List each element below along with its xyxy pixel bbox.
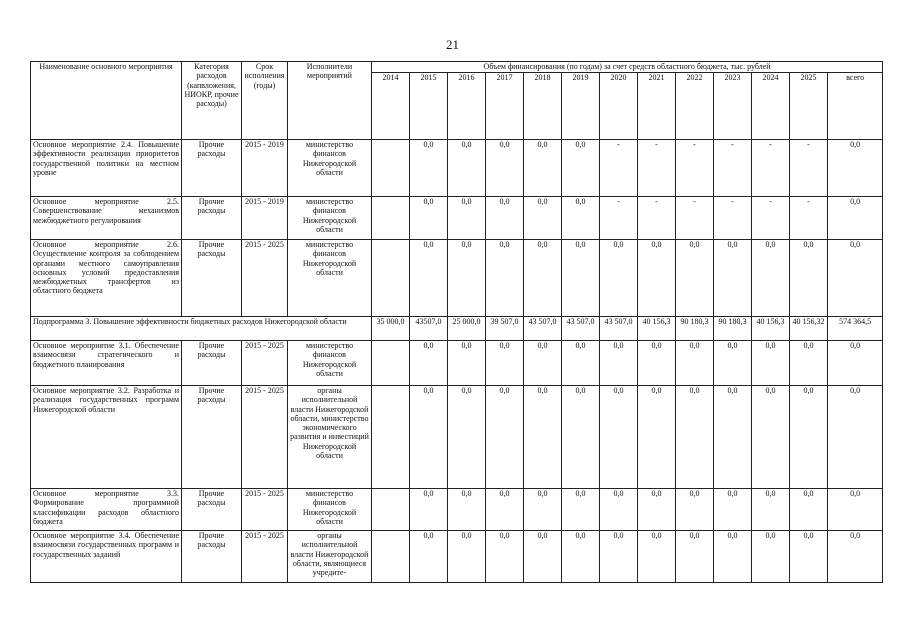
- value-cell: 0,0: [790, 386, 828, 489]
- executor-cell: министерство финансов Нижегородской области: [288, 240, 372, 317]
- col-name-header: Наименование основного мероприятия: [31, 62, 182, 140]
- value-cell: 0,0: [828, 386, 883, 489]
- year-header-cell: 2022: [676, 73, 714, 140]
- value-cell: 0,0: [486, 240, 524, 317]
- value-cell: 0,0: [486, 197, 524, 240]
- executor-cell: министерство финансов Нижегородской области: [288, 489, 372, 531]
- value-cell: 0,0: [600, 341, 638, 386]
- activity-name-cell: Основное мероприятие 3.1. Обеспечение взаимосвязи стратегического и бюджетного планирования: [31, 341, 182, 386]
- year-header-cell: 2023: [714, 73, 752, 140]
- category-cell: Прочие расходы: [182, 386, 242, 489]
- activity-name-cell: Основное мероприятие 2.6. Осуществление контроля за соблюдением органами местного самоуправления основных условий предоставления межбюджетных трансфертов из областного бюджета: [31, 240, 182, 317]
- year-header-cell: 2024: [752, 73, 790, 140]
- value-cell: 0,0: [524, 197, 562, 240]
- value-cell: 0,0: [410, 197, 448, 240]
- value-cell: 0,0: [638, 240, 676, 317]
- value-cell: 0,0: [410, 240, 448, 317]
- value-cell: 0,0: [524, 240, 562, 317]
- value-cell: 0,0: [676, 341, 714, 386]
- value-cell: 0,0: [600, 386, 638, 489]
- year-header-cell: 2016: [448, 73, 486, 140]
- value-cell: 0,0: [676, 240, 714, 317]
- value-cell: 0,0: [638, 341, 676, 386]
- value-cell: 0,0: [714, 386, 752, 489]
- value-cell: 0,0: [752, 240, 790, 317]
- value-cell: 0,0: [562, 197, 600, 240]
- value-cell: 0,0: [448, 240, 486, 317]
- value-cell: -: [790, 140, 828, 197]
- value-cell: -: [676, 140, 714, 197]
- subprogram-value-cell: 43 507,0: [562, 317, 600, 341]
- value-cell: 0,0: [752, 341, 790, 386]
- subprogram-name: Подпрограмма 3. Повышение эффективности бюджетных расходов Нижегородской области: [31, 317, 372, 341]
- value-cell: 0,0: [752, 489, 790, 531]
- year-header-cell: 2025: [790, 73, 828, 140]
- value-cell: 0,0: [600, 240, 638, 317]
- value-cell: [372, 197, 410, 240]
- executor-cell: министерство финансов Нижегородской области: [288, 341, 372, 386]
- col-category-header: Категория расходов (капвложения, НИОКР, прочие расходы): [182, 62, 242, 140]
- value-cell: 0,0: [448, 197, 486, 240]
- executor-cell: органы исполнительной власти Нижегородской области, министерство экономического развития и инвестиций Нижегородской области: [288, 386, 372, 489]
- value-cell: 0,0: [524, 531, 562, 583]
- table-row: [31, 341, 883, 386]
- value-cell: 0,0: [448, 341, 486, 386]
- value-cell: -: [676, 197, 714, 240]
- subprogram-value-cell: 43 507,0: [524, 317, 562, 341]
- value-cell: 0,0: [638, 531, 676, 583]
- activity-name-cell: Основное мероприятие 3.2. Разработка и реализация государственных программ Нижегородской области: [31, 386, 182, 489]
- value-cell: 0,0: [828, 140, 883, 197]
- value-cell: [372, 140, 410, 197]
- subprogram-value-cell: 574 364,5: [828, 317, 883, 341]
- subprogram-value-cell: 90 180,3: [714, 317, 752, 341]
- value-cell: 0,0: [562, 386, 600, 489]
- page-number: 21: [446, 37, 459, 52]
- year-header-cell: 2018: [524, 73, 562, 140]
- subprogram-value-cell: 25 000,0: [448, 317, 486, 341]
- executor-cell: органы исполнительной власти Нижегородской области, являющиеся учредите-: [288, 531, 372, 583]
- value-cell: 0,0: [524, 341, 562, 386]
- table-body-top: [31, 140, 883, 317]
- term-cell: 2015 - 2025: [242, 240, 288, 317]
- value-cell: 0,0: [714, 240, 752, 317]
- value-cell: 0,0: [524, 489, 562, 531]
- activity-name-cell: Основное мероприятие 3.4. Обеспечение взаимосвязи государственных программ и государственных заданий: [31, 531, 182, 583]
- activity-name-cell: Основное мероприятие 2.5. Совершенствование механизмов межбюджетного регулирования: [31, 197, 182, 240]
- value-cell: 0,0: [676, 489, 714, 531]
- value-cell: 0,0: [410, 341, 448, 386]
- value-cell: 0,0: [638, 489, 676, 531]
- term-cell: 2015 - 2019: [242, 197, 288, 240]
- subprogram-value-cell: 90 180,3: [676, 317, 714, 341]
- value-cell: 0,0: [828, 341, 883, 386]
- value-cell: -: [600, 197, 638, 240]
- value-cell: -: [714, 197, 752, 240]
- value-cell: 0,0: [524, 140, 562, 197]
- subprogram-value-cell: 39 507,0: [486, 317, 524, 341]
- table-row: [31, 531, 883, 583]
- value-cell: 0,0: [448, 140, 486, 197]
- funding-table: [30, 61, 883, 583]
- executor-cell: министерство финансов Нижегородской области: [288, 197, 372, 240]
- value-cell: 0,0: [790, 240, 828, 317]
- value-cell: 0,0: [790, 531, 828, 583]
- value-cell: 0,0: [448, 531, 486, 583]
- subprogram-value-cell: 35 000,0: [372, 317, 410, 341]
- term-cell: 2015 - 2025: [242, 341, 288, 386]
- table-row: [31, 386, 883, 489]
- category-cell: Прочие расходы: [182, 489, 242, 531]
- executor-cell: министерство финансов Нижегородской области: [288, 140, 372, 197]
- value-cell: 0,0: [828, 197, 883, 240]
- table-header: [31, 62, 883, 140]
- value-cell: -: [600, 140, 638, 197]
- value-cell: 0,0: [638, 386, 676, 489]
- term-cell: 2015 - 2019: [242, 140, 288, 197]
- value-cell: -: [638, 197, 676, 240]
- value-cell: -: [638, 140, 676, 197]
- category-cell: Прочие расходы: [182, 240, 242, 317]
- term-cell: 2015 - 2025: [242, 386, 288, 489]
- value-cell: 0,0: [486, 386, 524, 489]
- value-cell: 0,0: [828, 531, 883, 583]
- table-row: [31, 140, 883, 197]
- value-cell: 0,0: [676, 386, 714, 489]
- category-cell: Прочие расходы: [182, 531, 242, 583]
- table-row: [31, 240, 883, 317]
- value-cell: 0,0: [600, 489, 638, 531]
- value-cell: 0,0: [600, 531, 638, 583]
- year-header-cell: 2015: [410, 73, 448, 140]
- table-row: [31, 197, 883, 240]
- value-cell: 0,0: [752, 531, 790, 583]
- year-header-cell: 2017: [486, 73, 524, 140]
- value-cell: 0,0: [410, 489, 448, 531]
- value-cell: 0,0: [562, 489, 600, 531]
- value-cell: 0,0: [486, 140, 524, 197]
- value-cell: 0,0: [410, 386, 448, 489]
- value-cell: 0,0: [828, 240, 883, 317]
- value-cell: 0,0: [562, 140, 600, 197]
- value-cell: 0,0: [562, 341, 600, 386]
- value-cell: 0,0: [714, 531, 752, 583]
- value-cell: 0,0: [714, 489, 752, 531]
- value-cell: 0,0: [562, 531, 600, 583]
- value-cell: 0,0: [752, 386, 790, 489]
- term-cell: 2015 - 2025: [242, 489, 288, 531]
- activity-name-cell: Основное мероприятие 2.4. Повышение эффективности реализации приоритетов государственной политики на местном уровне: [31, 140, 182, 197]
- value-cell: 0,0: [714, 341, 752, 386]
- value-cell: [372, 489, 410, 531]
- value-cell: 0,0: [524, 386, 562, 489]
- value-cell: -: [752, 197, 790, 240]
- category-cell: Прочие расходы: [182, 197, 242, 240]
- value-cell: -: [714, 140, 752, 197]
- col-term-header: Срок исполнения (годы): [242, 62, 288, 140]
- subprogram-row: [31, 317, 883, 341]
- value-cell: 0,0: [828, 489, 883, 531]
- subprogram-value-cell: 40 156,32: [790, 317, 828, 341]
- value-cell: -: [752, 140, 790, 197]
- value-cell: 0,0: [410, 140, 448, 197]
- activity-name-cell: Основное мероприятие 3.3. Формирование программной классификации расходов областного бюджета: [31, 489, 182, 531]
- value-cell: [372, 531, 410, 583]
- year-header-cell: 2020: [600, 73, 638, 140]
- year-header-cell: 2021: [638, 73, 676, 140]
- table-body-bottom: [31, 341, 883, 583]
- value-cell: 0,0: [486, 489, 524, 531]
- value-cell: 0,0: [790, 341, 828, 386]
- term-cell: 2015 - 2025: [242, 531, 288, 583]
- year-header-cell: 2014: [372, 73, 410, 140]
- subprogram-value-cell: 43507,0: [410, 317, 448, 341]
- subprogram-value-cell: 40 156,3: [752, 317, 790, 341]
- value-cell: 0,0: [410, 531, 448, 583]
- category-cell: Прочие расходы: [182, 140, 242, 197]
- table-row: [31, 489, 883, 531]
- subprogram-value-cell: 40 156,3: [638, 317, 676, 341]
- category-cell: Прочие расходы: [182, 341, 242, 386]
- value-cell: [372, 240, 410, 317]
- subprogram-value-cell: 43 507,0: [600, 317, 638, 341]
- year-header-cell: всего: [828, 73, 883, 140]
- subprogram-body: [31, 317, 883, 341]
- value-cell: 0,0: [676, 531, 714, 583]
- value-cell: [372, 386, 410, 489]
- value-cell: 0,0: [790, 489, 828, 531]
- value-cell: 0,0: [486, 341, 524, 386]
- value-cell: 0,0: [486, 531, 524, 583]
- value-cell: 0,0: [448, 489, 486, 531]
- value-cell: 0,0: [562, 240, 600, 317]
- value-cell: 0,0: [448, 386, 486, 489]
- funding-header: Объем финансирования (по годам) за счет средств областного бюджета, тыс. рублей: [372, 62, 883, 73]
- value-cell: -: [790, 197, 828, 240]
- col-executors-header: Исполнители мероприятий: [288, 62, 372, 140]
- year-header-cell: 2019: [562, 73, 600, 140]
- value-cell: [372, 341, 410, 386]
